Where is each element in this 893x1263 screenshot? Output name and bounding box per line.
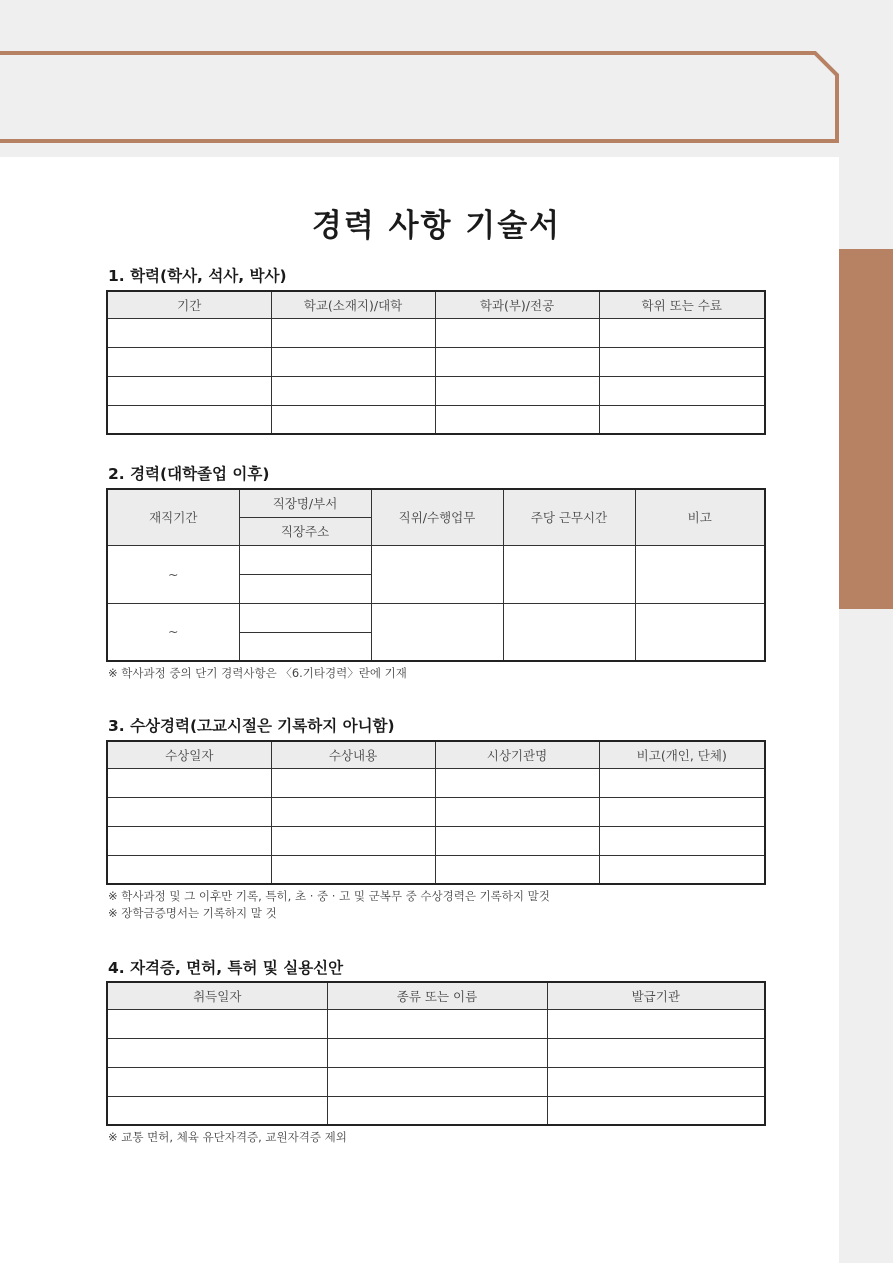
table-cell[interactable]	[239, 574, 371, 603]
header-period: 기간	[107, 291, 271, 318]
table-cell[interactable]	[435, 855, 599, 884]
table-cell[interactable]	[107, 1038, 327, 1067]
table-cell[interactable]	[547, 1009, 765, 1038]
table-cell[interactable]	[271, 768, 435, 797]
table-cell[interactable]	[599, 376, 765, 405]
certificates-table	[106, 981, 766, 1126]
header-company: 직장명/부서	[239, 489, 371, 517]
table-row	[107, 1096, 765, 1125]
period-cell[interactable]: ~	[107, 603, 239, 661]
table-row	[107, 1067, 765, 1096]
table-cell[interactable]	[435, 347, 599, 376]
table-cell[interactable]	[107, 797, 271, 826]
period-cell[interactable]: ~	[107, 545, 239, 603]
table-cell[interactable]	[599, 768, 765, 797]
certificates-note: ※ 교통 면허, 체육 유단자격증, 교원자격증 제외	[108, 1130, 347, 1144]
table-cell[interactable]	[635, 603, 765, 661]
table-row	[107, 1009, 765, 1038]
header-weekly-hours: 주당 근무시간	[503, 489, 635, 545]
table-cell[interactable]	[107, 318, 271, 347]
table-cell[interactable]	[503, 603, 635, 661]
career-table	[106, 488, 766, 662]
header-award-date: 수상일자	[107, 741, 271, 768]
table-cell[interactable]	[599, 405, 765, 434]
table-cell[interactable]	[107, 405, 271, 434]
section-3-title: 3. 수상경력(고교시절은 기록하지 아니함)	[108, 717, 395, 735]
table-cell[interactable]	[435, 768, 599, 797]
header-title-frame	[0, 0, 839, 157]
table-cell[interactable]	[435, 376, 599, 405]
table-cell[interactable]	[271, 826, 435, 855]
table-cell[interactable]	[107, 1009, 327, 1038]
table-cell[interactable]	[107, 855, 271, 884]
chapter-side-tab	[839, 249, 893, 609]
table-cell[interactable]	[635, 545, 765, 603]
header-employment-period: 재직기간	[107, 489, 239, 545]
table-cell[interactable]	[271, 797, 435, 826]
table-cell[interactable]	[327, 1038, 547, 1067]
table-cell[interactable]	[435, 826, 599, 855]
table-cell[interactable]	[107, 768, 271, 797]
table-cell[interactable]	[107, 826, 271, 855]
table-cell[interactable]	[107, 376, 271, 405]
table-cell[interactable]	[239, 545, 371, 574]
header-remark: 비고	[635, 489, 765, 545]
table-header-row	[107, 291, 765, 318]
table-cell[interactable]	[547, 1067, 765, 1096]
table-header-row	[107, 489, 765, 517]
table-row	[107, 797, 765, 826]
table-row	[107, 318, 765, 347]
header-position: 직위/수행업무	[371, 489, 503, 545]
table-cell[interactable]	[239, 603, 371, 632]
table-cell[interactable]	[435, 405, 599, 434]
table-cell[interactable]	[239, 632, 371, 661]
table-row	[107, 826, 765, 855]
table-cell[interactable]	[599, 826, 765, 855]
section-4-title: 4. 자격증, 면허, 특허 및 실용신안	[108, 959, 344, 977]
table-row	[107, 1038, 765, 1067]
table-cell[interactable]	[327, 1096, 547, 1125]
awards-table	[106, 740, 766, 885]
table-row	[107, 405, 765, 434]
table-cell[interactable]	[107, 347, 271, 376]
table-header-row	[107, 982, 765, 1009]
table-cell[interactable]	[547, 1096, 765, 1125]
table-row	[107, 545, 765, 574]
table-row	[107, 768, 765, 797]
table-cell[interactable]	[327, 1067, 547, 1096]
header-school: 학교(소재지)/대학	[271, 291, 435, 318]
table-cell[interactable]	[371, 603, 503, 661]
table-cell[interactable]	[503, 545, 635, 603]
table-cell[interactable]	[271, 318, 435, 347]
header-major: 학과(부)/전공	[435, 291, 599, 318]
table-header-row	[107, 741, 765, 768]
table-cell[interactable]	[547, 1038, 765, 1067]
table-row	[107, 855, 765, 884]
table-row	[107, 347, 765, 376]
awards-note-2: ※ 장학금증명서는 기록하지 말 것	[108, 906, 277, 920]
header-award-org: 시상기관명	[435, 741, 599, 768]
header-acquired-date: 취득일자	[107, 982, 327, 1009]
header-award-remark: 비고(개인, 단체)	[599, 741, 765, 768]
table-cell[interactable]	[107, 1067, 327, 1096]
table-row	[107, 603, 765, 632]
table-cell[interactable]	[271, 405, 435, 434]
table-cell[interactable]	[327, 1009, 547, 1038]
table-cell[interactable]	[599, 855, 765, 884]
table-cell[interactable]	[599, 797, 765, 826]
table-cell[interactable]	[271, 855, 435, 884]
header-issuer: 발급기관	[547, 982, 765, 1009]
table-cell[interactable]	[435, 318, 599, 347]
header-company-address: 직장주소	[239, 517, 371, 545]
table-cell[interactable]	[107, 1096, 327, 1125]
table-cell[interactable]	[599, 347, 765, 376]
table-cell[interactable]	[271, 347, 435, 376]
header-degree: 학위 또는 수료	[599, 291, 765, 318]
table-row	[107, 376, 765, 405]
awards-note-1: ※ 학사과정 및 그 이후만 기록, 특히, 초 · 중 · 고 및 군복무 중 수상경력은 기록하지 말것	[108, 889, 550, 903]
section-1-title: 1. 학력(학사, 석사, 박사)	[108, 267, 287, 285]
document-title: 경력 사항 기술서	[311, 208, 562, 244]
section-2-title: 2. 경력(대학졸업 이후)	[108, 465, 270, 483]
table-cell[interactable]	[599, 318, 765, 347]
right-margin-strip	[839, 0, 893, 1263]
career-note: ※ 학사과정 중의 단기 경력사항은 〈6.기타경력〉란에 기재	[108, 666, 407, 680]
table-cell[interactable]	[435, 797, 599, 826]
header-type-name: 종류 또는 이름	[327, 982, 547, 1009]
table-cell[interactable]	[371, 545, 503, 603]
education-table	[106, 290, 766, 435]
table-cell[interactable]	[271, 376, 435, 405]
header-award-content: 수상내용	[271, 741, 435, 768]
